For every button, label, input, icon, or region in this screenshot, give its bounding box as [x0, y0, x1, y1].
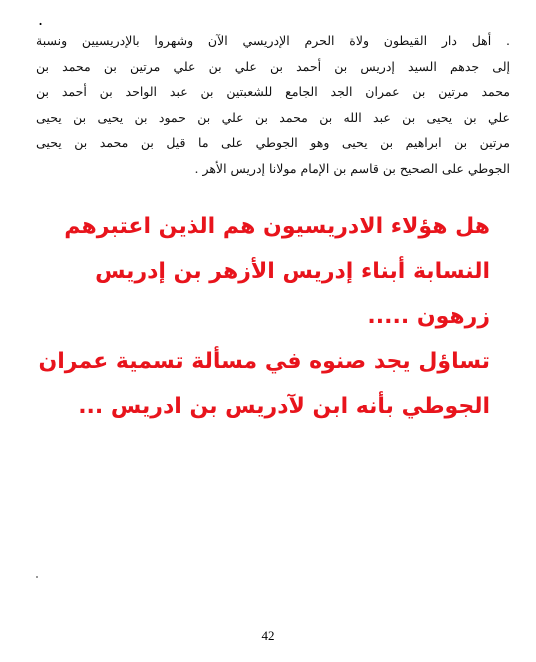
dot-marker: .	[38, 10, 44, 29]
body-line: مرتين بن ابراهيم بن يحيى وهو الجوطي على ما قيل بن محمد بن يحيى	[36, 135, 510, 150]
body-paragraph	[36, 28, 510, 181]
red-annotation-line: النسابة أبناء إدريس الأزهر بن إدريس	[95, 259, 490, 284]
body-line: إلى جدهم السيد إدريس بن أحمد بن علي بن علي مرتين بن محمد بن	[36, 58, 510, 74]
red-annotation-block	[36, 204, 490, 429]
body-line: علي بن يحيى بن عبد الله بن محمد بن علي بن حمود بن يحيى بن يحيى	[36, 109, 510, 125]
page-number: 42	[261, 628, 275, 643]
body-line: . أهل دار القيطون ولاة الحرم الإدريسي الآن وشهروا بالإدريسيين ونسبة	[36, 33, 510, 48]
red-annotation-line: هل هؤلاء الادريسيون هم الذين اعتبرهم	[64, 214, 490, 239]
body-line: الجوطي على الصحيح بن قاسم بن الإمام مولانا إدريس الأهر .	[194, 160, 510, 176]
footer-speck	[36, 576, 38, 578]
red-annotation-line: الجوطي بأنه ابن لآدريس بن ادريس ...	[78, 394, 490, 419]
red-annotation-line: زرهون .....	[367, 304, 490, 329]
body-line: محمد مرتين بن عمران الجد الجامع للشعبتين بن عبد الواحد بن أحمد بن	[36, 84, 510, 99]
red-annotation-line: تساؤل يجد صنوه في مسألة تسمية عمران	[38, 349, 490, 374]
